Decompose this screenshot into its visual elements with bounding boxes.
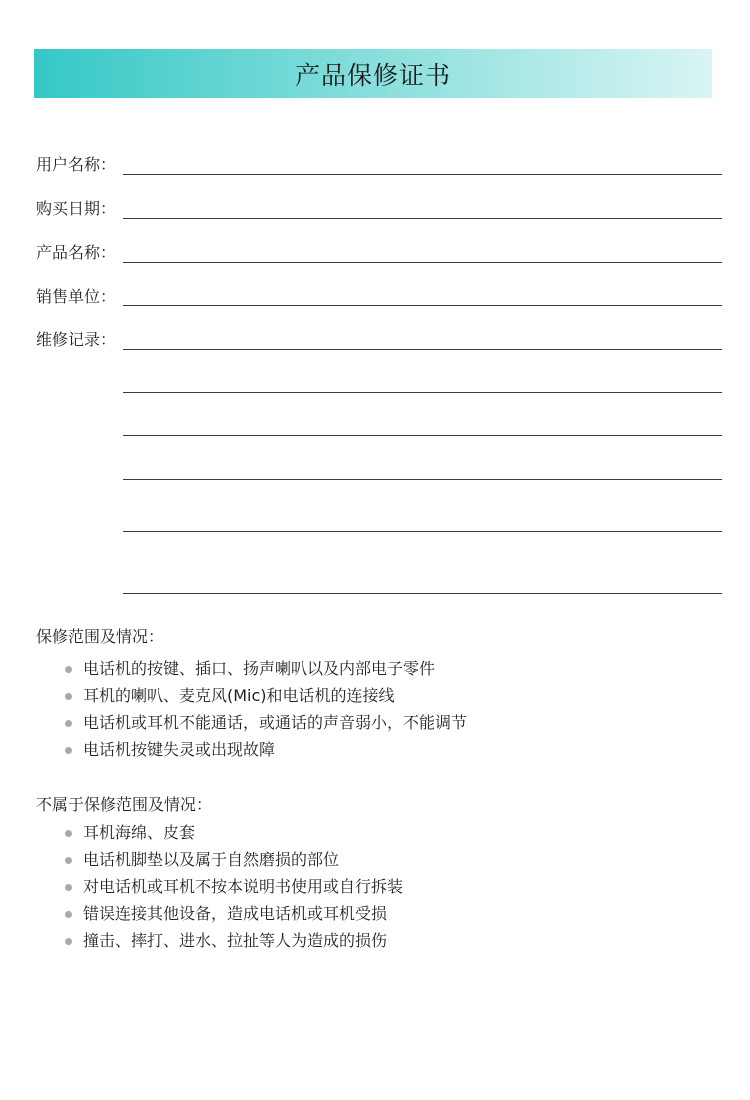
title-banner (34, 49, 712, 98)
repair-record-line (123, 435, 722, 436)
repair-record-line (123, 593, 722, 594)
bullet-dot-icon (65, 747, 72, 754)
list-item (64, 931, 403, 958)
list-item (64, 850, 403, 877)
bullet-dot-icon (65, 693, 72, 700)
field-label-user-name: 用户名称： (36, 155, 117, 174)
field-line-dealer (123, 305, 722, 306)
field-line-user-name (123, 174, 722, 175)
field-label-dealer: 销售单位： (36, 287, 117, 306)
list-item-text: 电话机按键失灵或出现故障 (83, 740, 276, 759)
field-label-purchase-date: 购买日期： (36, 199, 117, 218)
bullet-dot-icon (65, 911, 72, 918)
non-warranty-scope-list (64, 823, 403, 958)
bullet-dot-icon (65, 830, 72, 837)
field-line-product-name (123, 262, 722, 263)
list-item-text: 电话机脚垫以及属于自然磨损的部位 (83, 850, 340, 869)
list-item-text: 错误连接其他设备，造成电话机或耳机受损 (83, 904, 388, 923)
field-label-product-name: 产品名称： (36, 243, 117, 262)
repair-record-line (123, 531, 722, 532)
field-line-repair-record (123, 349, 722, 350)
field-label-repair-record: 维修记录： (36, 330, 117, 349)
list-item (64, 823, 403, 850)
bullet-dot-icon (65, 666, 72, 673)
field-line-purchase-date (123, 218, 722, 219)
list-item (64, 713, 467, 740)
bullet-dot-icon (65, 938, 72, 945)
list-item (64, 877, 403, 904)
bullet-dot-icon (65, 857, 72, 864)
list-item (64, 686, 467, 713)
page-title: 产品保修证书 (294, 60, 451, 90)
list-item-text: 对电话机或耳机不按本说明书使用或自行拆装 (83, 877, 404, 896)
list-item (64, 740, 467, 767)
list-item-text: 耳机的喇叭、麦克风(Mic)和电话机的连接线 (83, 686, 395, 705)
list-item-text: 电话机或耳机不能通话，或通话的声音弱小，不能调节 (83, 713, 468, 732)
bullet-dot-icon (65, 884, 72, 891)
list-item (64, 659, 467, 686)
warranty-scope-heading: 保修范围及情况： (36, 627, 165, 646)
bullet-dot-icon (65, 720, 72, 727)
non-warranty-scope-heading: 不属于保修范围及情况： (36, 795, 213, 814)
list-item-text: 耳机海绵、皮套 (83, 823, 196, 842)
repair-record-line (123, 479, 722, 480)
repair-record-line (123, 392, 722, 393)
warranty-scope-list (64, 659, 467, 767)
list-item-text: 撞击、摔打、进水、拉扯等人为造成的损伤 (83, 931, 388, 950)
list-item (64, 904, 403, 931)
list-item-text: 电话机的按键、插口、扬声喇叭以及内部电子零件 (83, 659, 436, 678)
